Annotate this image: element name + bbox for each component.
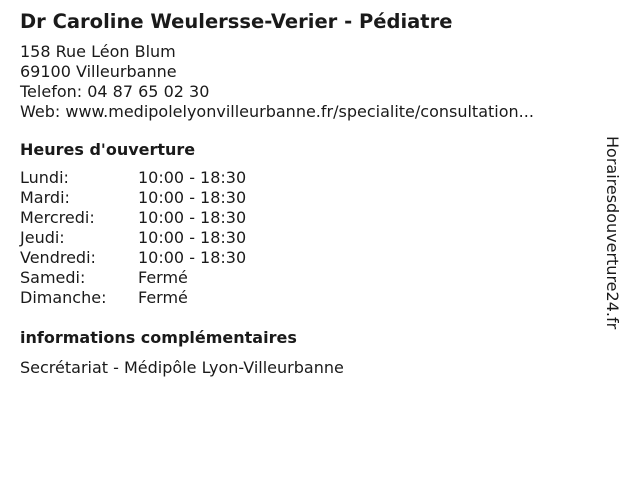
time-value: 10:00 - 18:30 [138, 248, 247, 267]
time-value: 10:00 - 18:30 [138, 168, 247, 187]
hours-row-wednesday [20, 208, 600, 228]
hours-row-thursday [20, 228, 600, 248]
street-address: 158 Rue Léon Blum [20, 42, 176, 61]
site-watermark: Horairesdouverture24.fr [603, 136, 622, 330]
day-label: Dimanche: [20, 288, 107, 307]
day-label: Jeudi: [20, 228, 65, 247]
time-value: Fermé [138, 268, 188, 287]
hours-row-monday [20, 168, 600, 188]
opening-hours-heading: Heures d'ouverture [20, 140, 196, 159]
time-value: 10:00 - 18:30 [138, 188, 247, 207]
additional-info-text: Secrétariat - Médipôle Lyon-Villeurbanne [20, 358, 344, 377]
hours-row-sunday [20, 288, 600, 308]
hours-row-tuesday [20, 188, 600, 208]
hours-row-saturday [20, 268, 600, 288]
additional-info-heading: informations complémentaires [20, 328, 297, 347]
day-label: Lundi: [20, 168, 69, 187]
day-label: Mercredi: [20, 208, 95, 227]
day-label: Vendredi: [20, 248, 96, 267]
phone-number: Telefon: 04 87 65 02 30 [20, 82, 210, 101]
city-postcode: 69100 Villeurbanne [20, 62, 177, 81]
address-block [20, 42, 600, 122]
day-label: Mardi: [20, 188, 70, 207]
website-link[interactable]: Web: www.medipolelyonvilleurbanne.fr/specialite/consultation... [20, 102, 534, 121]
time-value: Fermé [138, 288, 188, 307]
hours-row-friday [20, 248, 600, 268]
page-title: Dr Caroline Weulersse-Verier - Pédiatre [20, 10, 453, 33]
opening-hours-table [20, 168, 600, 308]
time-value: 10:00 - 18:30 [138, 208, 247, 227]
business-card [20, 8, 600, 378]
day-label: Samedi: [20, 268, 86, 287]
time-value: 10:00 - 18:30 [138, 228, 247, 247]
